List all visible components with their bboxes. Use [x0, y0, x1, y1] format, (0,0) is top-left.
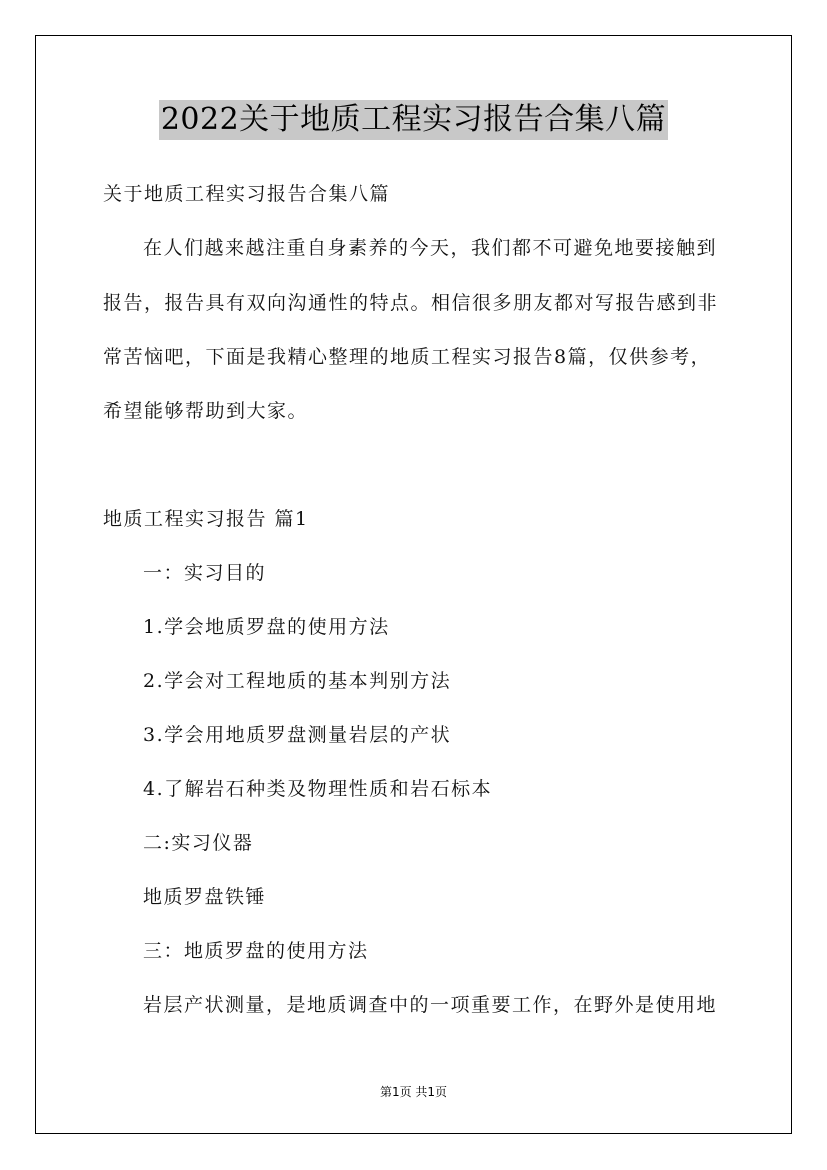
- document-title: 2022关于地质工程实习报告合集八篇: [159, 100, 668, 140]
- section-line-5: 4.了解岩石种类及物理性质和岩石标本: [143, 778, 493, 800]
- document-subtitle: 关于地质工程实习报告合集八篇: [103, 183, 391, 205]
- intro-line-2: 报告，报告具有双向沟通性的特点。相信很多朋友都对写报告感到非: [103, 292, 719, 314]
- intro-line-4: 希望能够帮助到大家。: [103, 400, 309, 422]
- section-line-3: 2.学会对工程地质的基本判别方法: [143, 670, 452, 692]
- section-line-8: 三：地质罗盘的使用方法: [143, 940, 369, 962]
- section-line-1: 一：实习目的: [143, 562, 267, 584]
- section-line-2: 1.学会地质罗盘的使用方法: [143, 616, 390, 638]
- section-line-9: 岩层产状测量，是地质调查中的一项重要工作，在野外是使用地: [143, 994, 718, 1016]
- section-line-4: 3.学会用地质罗盘测量岩层的产状: [143, 724, 452, 746]
- section-line-7: 地质罗盘铁锤: [143, 886, 267, 908]
- intro-line-1: 在人们越来越注重自身素养的今天，我们都不可避免地要接触到: [143, 237, 718, 259]
- title-container: [0, 100, 827, 140]
- section-line-6: 二:实习仪器: [143, 832, 254, 854]
- intro-line-3: 常苦恼吧，下面是我精心整理的地质工程实习报告8篇，仅供参考，: [103, 346, 712, 368]
- section-heading: 地质工程实习报告 篇1: [103, 508, 309, 530]
- page-footer: 第1页 共1页: [379, 1085, 448, 1099]
